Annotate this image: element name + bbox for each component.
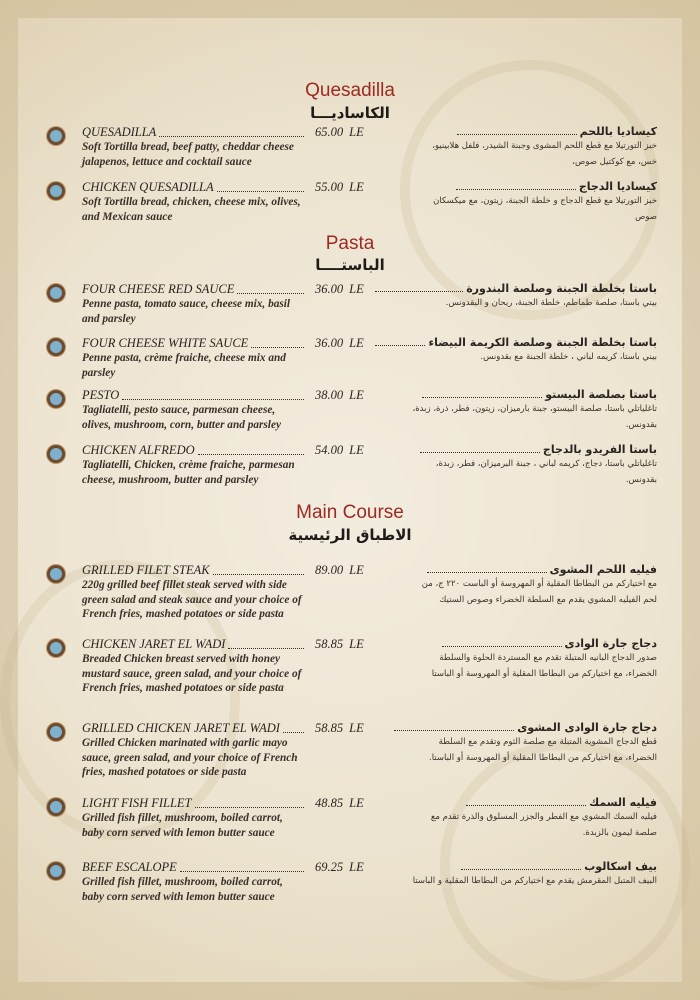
dish-badge-icon [47, 565, 65, 583]
item-description: Penne pasta, tomato sauce, cheese mix, basil and parsley [82, 298, 291, 325]
dot-leader [375, 345, 425, 346]
section-title-arabic: الباستــــا [315, 256, 385, 274]
item-price [315, 180, 364, 195]
item-description-arabic: خبز التورتيلا مع قطع الدجاج و خلطة الجبنة، زيتون، مع ميكسكان صوص [433, 196, 657, 222]
item-name-arabic: باستا بخلطة الجبنة وصلصة البندورة [466, 282, 657, 295]
dish-badge-icon [47, 182, 65, 200]
item-description: Soft Tortilla bread, chicken, cheese mix, olives, and Mexican sauce [82, 196, 301, 223]
item-name-row [82, 282, 307, 297]
currency: LE [349, 125, 364, 139]
dish-badge-icon [47, 723, 65, 741]
price-value: 36.00 [315, 282, 344, 296]
dot-leader [442, 646, 562, 647]
item-description: Penne pasta, crème fraiche, cheese mix and parsley [82, 352, 286, 379]
item-description-arabic: مع اختياركم من البطاطا المقلية أو المهروسة أو الباست ٢٢٠ ج، من لحم الفيليه المشوي يقدم مع السلطة الخضراء وصوص الستيك [421, 579, 657, 605]
item-english [82, 563, 307, 622]
item-name-row [82, 336, 307, 351]
item-description-arabic: تاغلياتلي باستا، صلصة البيستو، جبنة بارميزان، زيتون، فطر، ذرة، زبدة، بقدونس. [412, 404, 657, 430]
item-name-arabic: باستا الفريدو بالدجاج [542, 443, 657, 456]
item-price [315, 443, 364, 458]
item-arabic [372, 721, 657, 766]
item-name-arabic: كيساديا الدجاج [578, 180, 657, 193]
item-arabic [372, 796, 657, 841]
item-description-arabic: صدور الدجاج البانيه المتبلة تقدم مع المستردة الحلوة والسلطة الخضراء، مع اختياركم من البطاطا المقلية أو المهروسة أو الباستا [431, 653, 657, 679]
item-english [82, 388, 307, 432]
price-value: 58.85 [315, 721, 344, 735]
currency: LE [349, 180, 364, 194]
item-english [82, 282, 307, 326]
item-english [82, 860, 307, 904]
item-arabic [372, 637, 657, 682]
item-arabic [372, 388, 657, 433]
dot-leader [195, 807, 304, 808]
item-name: FOUR CHEESE RED SAUCE [82, 282, 235, 296]
item-description: Breaded Chicken breast served with honey mustard sauce, green salad, and your choice of French fries, mashed potatoes or side pasta [82, 653, 302, 694]
item-name-row [372, 180, 657, 193]
item-english [82, 443, 307, 487]
item-price [315, 563, 364, 578]
item-arabic [372, 336, 657, 365]
item-name-row [372, 721, 657, 734]
dot-leader [461, 869, 581, 870]
item-name-arabic: فيليه اللحم المشوى [549, 563, 657, 576]
dish-badge-icon [47, 338, 65, 356]
dot-leader [422, 397, 542, 398]
dot-leader [237, 293, 304, 294]
item-description-arabic: بيني باستا، كريمه لباني ، خلطة الجبنة مع بقدونس. [480, 352, 657, 362]
section-title: Main Course [296, 502, 404, 523]
price-value: 48.85 [315, 796, 344, 810]
item-price [315, 796, 364, 811]
item-name-row [82, 563, 307, 578]
price-value: 54.00 [315, 443, 344, 457]
item-description-arabic: قطع الدجاج المشوية المتبلة مع صلصة الثوم وتقدم مع السلطة الخضراء، مع اختياركم من البطاطا المقلية أو المهروسة أو الباستا. [429, 737, 657, 763]
dot-leader [456, 189, 576, 190]
item-name-arabic: باستا بخلطة الجبنة وصلصة الكريمة البيضاء [428, 336, 657, 349]
item-name: GRILLED CHICKEN JARET EL WADI [82, 721, 280, 735]
currency: LE [349, 721, 364, 735]
item-price [315, 860, 364, 875]
item-name-arabic: دجاج جارة الوادى [564, 637, 657, 650]
item-name-row [372, 125, 657, 138]
dish-badge-icon [47, 862, 65, 880]
price-value: 38.00 [315, 388, 344, 402]
currency: LE [349, 563, 364, 577]
dot-leader [198, 454, 304, 455]
dot-leader [457, 134, 577, 135]
price-value: 36.00 [315, 336, 344, 350]
item-price [315, 282, 364, 297]
item-name-row [372, 443, 657, 456]
currency: LE [349, 282, 364, 296]
item-name-arabic: دجاج جارة الوادى المشوى [517, 721, 657, 734]
item-arabic [372, 125, 657, 170]
dish-badge-icon [47, 445, 65, 463]
item-name-row [82, 125, 307, 140]
item-name: BEEF ESCALOPE [82, 860, 177, 874]
section-title: Quesadilla [305, 80, 395, 101]
item-name-row [372, 388, 657, 401]
item-name-row [82, 860, 307, 875]
dot-leader [283, 732, 304, 733]
currency: LE [349, 637, 364, 651]
currency: LE [349, 336, 364, 350]
item-name-row [372, 637, 657, 650]
item-name: CHICKEN ALFREDO [82, 443, 195, 457]
item-name-row [372, 282, 657, 295]
item-english [82, 721, 307, 780]
item-arabic [372, 443, 657, 488]
item-name-row [372, 563, 657, 576]
item-arabic [372, 563, 657, 608]
dot-leader [420, 452, 540, 453]
dot-leader [122, 399, 304, 400]
item-name-row [372, 796, 657, 809]
item-name: CHICKEN QUESADILLA [82, 180, 214, 194]
item-name: QUESADILLA [82, 125, 157, 139]
dot-leader [251, 347, 304, 348]
dot-leader [180, 871, 304, 872]
item-price [315, 336, 364, 351]
dot-leader [228, 648, 304, 649]
item-name-row [82, 796, 307, 811]
currency: LE [349, 796, 364, 810]
dish-badge-icon [47, 798, 65, 816]
dot-leader [375, 291, 463, 292]
price-value: 55.00 [315, 180, 344, 194]
item-name: FOUR CHEESE WHITE SAUCE [82, 336, 249, 350]
currency: LE [349, 860, 364, 874]
item-arabic [372, 282, 657, 311]
section-title-arabic: الاطباق الرئيسية [288, 526, 412, 544]
price-value: 58.85 [315, 637, 344, 651]
item-description: Grilled Chicken marinated with garlic mayo sauce, green salad, and your choice of French fries, mashed potatoes or side pasta [82, 737, 298, 778]
dish-badge-icon [47, 284, 65, 302]
item-name: CHICKEN JARET EL WADI [82, 637, 226, 651]
item-name-row [82, 637, 307, 652]
dot-leader [217, 191, 304, 192]
item-name-row [372, 336, 657, 349]
item-description-arabic: فيليه السمك المشوي مع الفطر والجزر المسلوق والذرة تقدم مع صلصة ليمون بالزبدة. [430, 812, 657, 838]
currency: LE [349, 443, 364, 457]
item-price [315, 388, 364, 403]
item-name-row [82, 180, 307, 195]
dish-badge-icon [47, 390, 65, 408]
dot-leader [466, 805, 586, 806]
item-description-arabic: البيف المتبل المقرمش يقدم مع اختياركم من البطاطا المقلية و الباستا [412, 876, 657, 886]
item-name: PESTO [82, 388, 120, 402]
item-description-arabic: بيني باستا، صلصة طماطم، خلطة الجبنة، ريحان و البقدونس. [445, 298, 657, 308]
item-name-arabic: فيليه السمك [589, 796, 657, 809]
item-name-arabic: باستا بصلصة البيستو [545, 388, 657, 401]
item-name-row [82, 388, 307, 403]
item-english [82, 637, 307, 696]
price-value: 89.00 [315, 563, 344, 577]
item-description-arabic: تاغلياتلي باستا، دجاج، كريمه لباني ، جبنة البرميزان، فطر، زبدة، بقدونس. [435, 459, 657, 485]
item-name-arabic: بيف اسكالوب [584, 860, 657, 873]
item-description: Tagliatelli, Chicken, crème fraiche, parmesan cheese, mushroom, butter and parsley [82, 459, 295, 486]
item-arabic [372, 180, 657, 225]
item-name: LIGHT FISH FILLET [82, 796, 192, 810]
item-description: Grilled fish fillet, mushroom, boiled carrot, baby corn served with lemon butter sauce [82, 876, 283, 903]
dot-leader [159, 136, 304, 137]
item-english [82, 336, 307, 380]
item-name: GRILLED FILET STEAK [82, 563, 210, 577]
item-english [82, 125, 307, 169]
currency: LE [349, 388, 364, 402]
section-title-arabic: الكاساديـــا [310, 104, 390, 122]
item-name-row [82, 721, 307, 736]
dot-leader [213, 574, 304, 575]
item-price [315, 721, 364, 736]
dish-badge-icon [47, 127, 65, 145]
item-description-arabic: خبز التورتيلا مع قطع اللحم المشوى وجبنة الشيدر، فلفل هلابينيو، خس، مع كوكتيل صوص، [432, 141, 657, 167]
price-value: 65.00 [315, 125, 344, 139]
item-description: Grilled fish fillet, mushroom, boiled carrot, baby corn served with lemon butter sauce [82, 812, 283, 839]
item-english [82, 180, 307, 224]
section-title: Pasta [325, 233, 375, 254]
item-name-row [372, 860, 657, 873]
item-price [315, 637, 364, 652]
dot-leader [427, 572, 547, 573]
item-description: 220g grilled beef fillet steak served with side green salad and steak sauce and your choice of French fries, mashed potatoes or side pasta [82, 579, 302, 620]
dot-leader [394, 730, 514, 731]
item-name-row [82, 443, 307, 458]
price-value: 69.25 [315, 860, 344, 874]
item-english [82, 796, 307, 840]
dish-badge-icon [47, 639, 65, 657]
item-description: Soft Tortilla bread, beef patty, cheddar cheese jalapenos, lettuce and cocktail sauce [82, 141, 294, 168]
item-price [315, 125, 364, 140]
item-description: Tagliatelli, pesto sauce, parmesan cheese, olives, mushroom, corn, butter and parsley [82, 404, 281, 431]
item-arabic [372, 860, 657, 889]
item-name-arabic: كيساديا باللحم [579, 125, 657, 138]
